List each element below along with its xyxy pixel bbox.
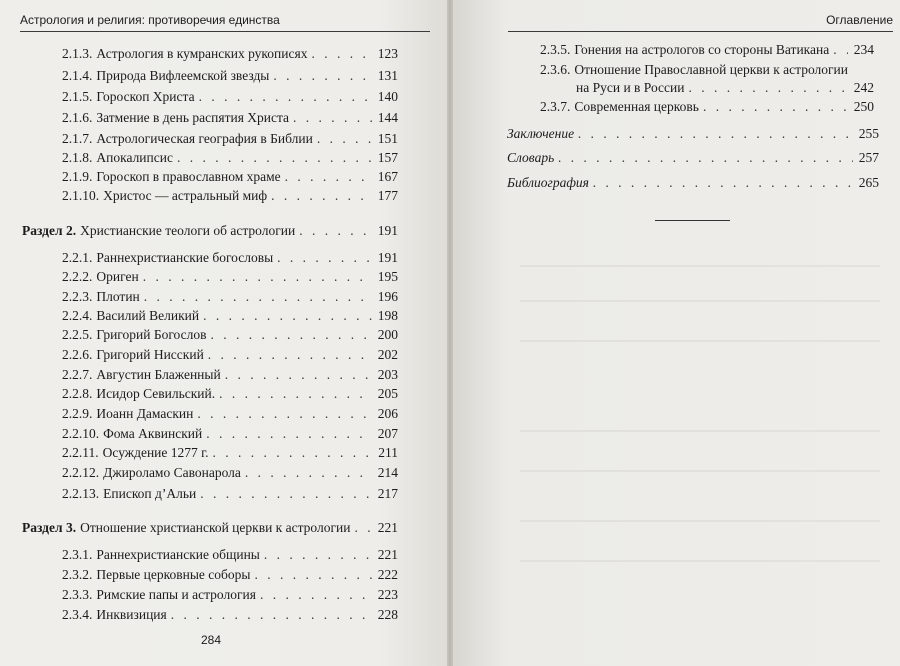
toc-entry-page: 167 [377, 169, 398, 184]
toc-entry-number: 2.1.10. [62, 188, 100, 203]
toc-leader-dots [293, 108, 372, 128]
toc-entry-page: 140 [377, 89, 398, 104]
toc-entry-number: 2.1.3. [62, 46, 93, 61]
toc-leader-dots [260, 585, 372, 605]
toc-leader-dots [833, 40, 848, 60]
toc-entry [62, 148, 398, 168]
toc-entry-number: 2.2.6. [62, 347, 93, 362]
toc-entry-page: 191 [377, 250, 398, 265]
toc-leader-dots [273, 66, 372, 86]
toc-leader-dots [245, 463, 372, 483]
toc-entry-title: Отношение Православной церкви к астрологии [574, 62, 849, 77]
toc-entry [62, 384, 398, 404]
toc-leader-dots [203, 306, 372, 326]
toc-leader-dots [703, 97, 848, 117]
toc-entry-title: Римские папы и астрология [96, 587, 256, 602]
toc-entry [540, 97, 874, 117]
left-running-head: Астрология и религия: противоречия единства [20, 9, 430, 32]
toc-leader-dots [558, 148, 853, 168]
toc-entry-page: 255 [858, 126, 879, 141]
toc-entry-page: 177 [377, 188, 398, 203]
toc-entry-number: 2.2.13. [62, 486, 100, 501]
toc-entry-title: Отношение христианской церкви к астрологии [80, 520, 351, 535]
toc-entry-title-continuation: на Руси и в России [576, 80, 685, 95]
toc-entry-page: 195 [377, 269, 398, 284]
end-rule [655, 220, 730, 221]
toc-entry-title: Апокалипсис [96, 150, 173, 165]
toc-leader-dots [197, 404, 372, 424]
toc-leader-dots [271, 186, 372, 206]
toc-entry [62, 267, 398, 287]
toc-entry-title: Заключение [507, 126, 575, 141]
toc-entry-page: 131 [377, 68, 398, 83]
toc-entry-title: Раннехристианские богословы [96, 250, 274, 265]
toc-entry-title: Плотин [96, 289, 140, 304]
toc-section-label: Раздел 3. [22, 520, 77, 535]
toc-leader-dots [208, 345, 372, 365]
toc-entry-title: Христос — астральный миф [103, 188, 268, 203]
toc-entry-number: 2.2.2. [62, 269, 93, 284]
toc-entry-title: Словарь [507, 150, 555, 165]
toc-entry [62, 44, 398, 64]
toc-entry [62, 443, 398, 463]
toc-entry-number: 2.3.3. [62, 587, 93, 602]
toc-leader-dots [210, 325, 372, 345]
toc-entry-title: Первые церковные соборы [96, 567, 251, 582]
toc-entry-page: 265 [858, 175, 879, 190]
toc-entry-page: 223 [377, 587, 398, 602]
toc-leader-dots [285, 167, 372, 187]
toc-entry-title: Августин Блаженный [96, 367, 221, 382]
toc-entry-title: Фома Аквинский [103, 426, 203, 441]
toc-entry [62, 463, 398, 483]
toc-entry-number: 2.1.5. [62, 89, 93, 104]
toc-entry-number: 2.2.11. [62, 445, 99, 460]
toc-entry [540, 40, 874, 60]
toc-entry-title: Ориген [96, 269, 139, 284]
toc-entry [62, 108, 398, 128]
toc-leader-dots [299, 221, 372, 241]
toc-leader-dots [311, 44, 372, 64]
toc-entry-page: 196 [377, 289, 398, 304]
toc-entry-number: 2.2.4. [62, 308, 93, 323]
toc-leader-dots [213, 443, 372, 463]
toc-leader-dots [206, 424, 372, 444]
toc-entry-title: Раннехристианские общины [96, 547, 260, 562]
toc-entry [62, 287, 398, 307]
toc-entry-title: Иоанн Дамаскин [96, 406, 194, 421]
toc-entry-page: 257 [858, 150, 879, 165]
toc-leader-dots [177, 148, 372, 168]
toc-entry [62, 345, 398, 365]
toc-entry-title: Астрология в кумранских рукописях [96, 46, 308, 61]
toc-entry-page: 206 [377, 406, 398, 421]
toc-section-heading [22, 518, 398, 538]
toc-entry-number: 2.1.6. [62, 110, 93, 125]
toc-leader-dots [144, 287, 372, 307]
toc-section-label: Раздел 2. [22, 223, 77, 238]
toc-entry-title: Григорий Богослов [96, 327, 207, 342]
toc-entry [62, 66, 398, 86]
toc-leader-dots [171, 605, 372, 625]
toc-entry-number: 2.3.7. [540, 99, 571, 114]
toc-entry-page: 191 [377, 223, 398, 238]
toc-entry-page: 144 [377, 110, 398, 125]
toc-entry-glossary [507, 148, 879, 168]
toc-entry-page: 123 [377, 46, 398, 61]
toc-entry-page: 202 [377, 347, 398, 362]
toc-entry-title: Современная церковь [574, 99, 699, 114]
toc-entry-number: 2.2.12. [62, 465, 100, 480]
toc-entry [62, 87, 398, 107]
toc-entry-number: 2.1.8. [62, 150, 93, 165]
toc-entry-page: 211 [378, 445, 398, 460]
toc-entry-number: 2.2.1. [62, 250, 93, 265]
toc-leader-dots [578, 124, 853, 144]
toc-entry-title: Гороскоп Христа [96, 89, 195, 104]
toc-entry-page: 207 [377, 426, 398, 441]
toc-entry-number: 2.2.9. [62, 406, 93, 421]
toc-entry-number: 2.1.7. [62, 131, 93, 146]
toc-entry-number: 2.3.4. [62, 607, 93, 622]
toc-entry-page: 228 [377, 607, 398, 622]
toc-section-heading [22, 221, 398, 241]
toc-entry-title: Епископ д’Альи [103, 486, 197, 501]
toc-entry-title: Василий Великий [96, 308, 200, 323]
toc-entry-page: 221 [377, 520, 398, 535]
toc-entry [62, 306, 398, 326]
toc-entry [62, 424, 398, 444]
toc-entry [62, 605, 398, 625]
toc-leader-dots [199, 87, 372, 107]
toc-entry-title: Джироламо Савонарола [103, 465, 241, 480]
toc-entry [62, 484, 398, 504]
toc-entry-page: 221 [377, 547, 398, 562]
toc-entry-page: 151 [377, 131, 398, 146]
toc-leader-dots [317, 129, 372, 149]
toc-entry [62, 129, 398, 149]
toc-entry-number: 2.1.4. [62, 68, 93, 83]
toc-entry-number: 2.3.2. [62, 567, 93, 582]
toc-entry-page: 200 [377, 327, 398, 342]
toc-entry [62, 167, 398, 187]
toc-entry-number: 2.2.7. [62, 367, 93, 382]
toc-entry-conclusion [507, 124, 879, 144]
left-page [0, 0, 447, 666]
toc-entry [62, 186, 398, 206]
toc-entry-bibliography [507, 173, 879, 193]
toc-entry-page: 205 [377, 386, 398, 401]
toc-entry-title: Астрологическая география в Библии [96, 131, 313, 146]
toc-leader-dots [277, 248, 372, 268]
toc-entry-page: 222 [377, 567, 398, 582]
toc-entry [62, 585, 398, 605]
toc-leader-dots [200, 484, 372, 504]
toc-entry-title: Григорий Нисский [96, 347, 204, 362]
toc-entry-number: 2.2.8. [62, 386, 93, 401]
toc-entry-number: 2.2.10. [62, 426, 100, 441]
toc-entry-page: 250 [853, 99, 874, 114]
toc-entry-page: 203 [377, 367, 398, 382]
toc-entry-number: 2.3.1. [62, 547, 93, 562]
toc-leader-dots [219, 384, 372, 404]
toc-entry-page: 234 [853, 42, 874, 57]
toc-entry [62, 545, 398, 565]
toc-entry [62, 325, 398, 345]
toc-entry-title: Осуждение 1277 г. [102, 445, 209, 460]
toc-entry-continuation [540, 78, 874, 98]
toc-entry [62, 404, 398, 424]
toc-entry-title: Гонения на астрологов со стороны Ватикана [574, 42, 830, 57]
toc-entry-page: 242 [853, 80, 874, 95]
toc-entry-title: Затмение в день распятия Христа [96, 110, 290, 125]
toc-entry-number: 2.3.5. [540, 42, 571, 57]
toc-leader-dots [255, 565, 373, 585]
page-number: 284 [200, 633, 222, 647]
toc-leader-dots [264, 545, 372, 565]
toc-entry-page: 214 [377, 465, 398, 480]
toc-leader-dots [354, 518, 372, 538]
toc-entry [62, 248, 398, 268]
toc-entry-title: Библиография [507, 175, 589, 190]
toc-leader-dots [225, 365, 372, 385]
toc-entry [540, 60, 874, 80]
toc-entry-number: 2.2.3. [62, 289, 93, 304]
toc-entry-page: 217 [377, 486, 398, 501]
toc-entry-title: Исидор Севильский. [96, 386, 216, 401]
toc-entry [62, 365, 398, 385]
toc-entry-title: Инквизиция [96, 607, 167, 622]
toc-leader-dots [143, 267, 372, 287]
toc-entry-page: 198 [377, 308, 398, 323]
toc-entry [62, 565, 398, 585]
toc-entry-number: 2.2.5. [62, 327, 93, 342]
toc-entry-title: Христианские теологи об астрологии [80, 223, 296, 238]
toc-entry-title: Природа Вифлеемской звезды [96, 68, 270, 83]
toc-entry-page: 157 [377, 150, 398, 165]
right-running-head: Оглавление [508, 9, 893, 32]
toc-entry-number: 2.1.9. [62, 169, 93, 184]
toc-leader-dots [593, 173, 853, 193]
toc-entry-title: Гороскоп в православном храме [96, 169, 281, 184]
toc-leader-dots [688, 78, 848, 98]
toc-entry-number: 2.3.6. [540, 62, 571, 77]
